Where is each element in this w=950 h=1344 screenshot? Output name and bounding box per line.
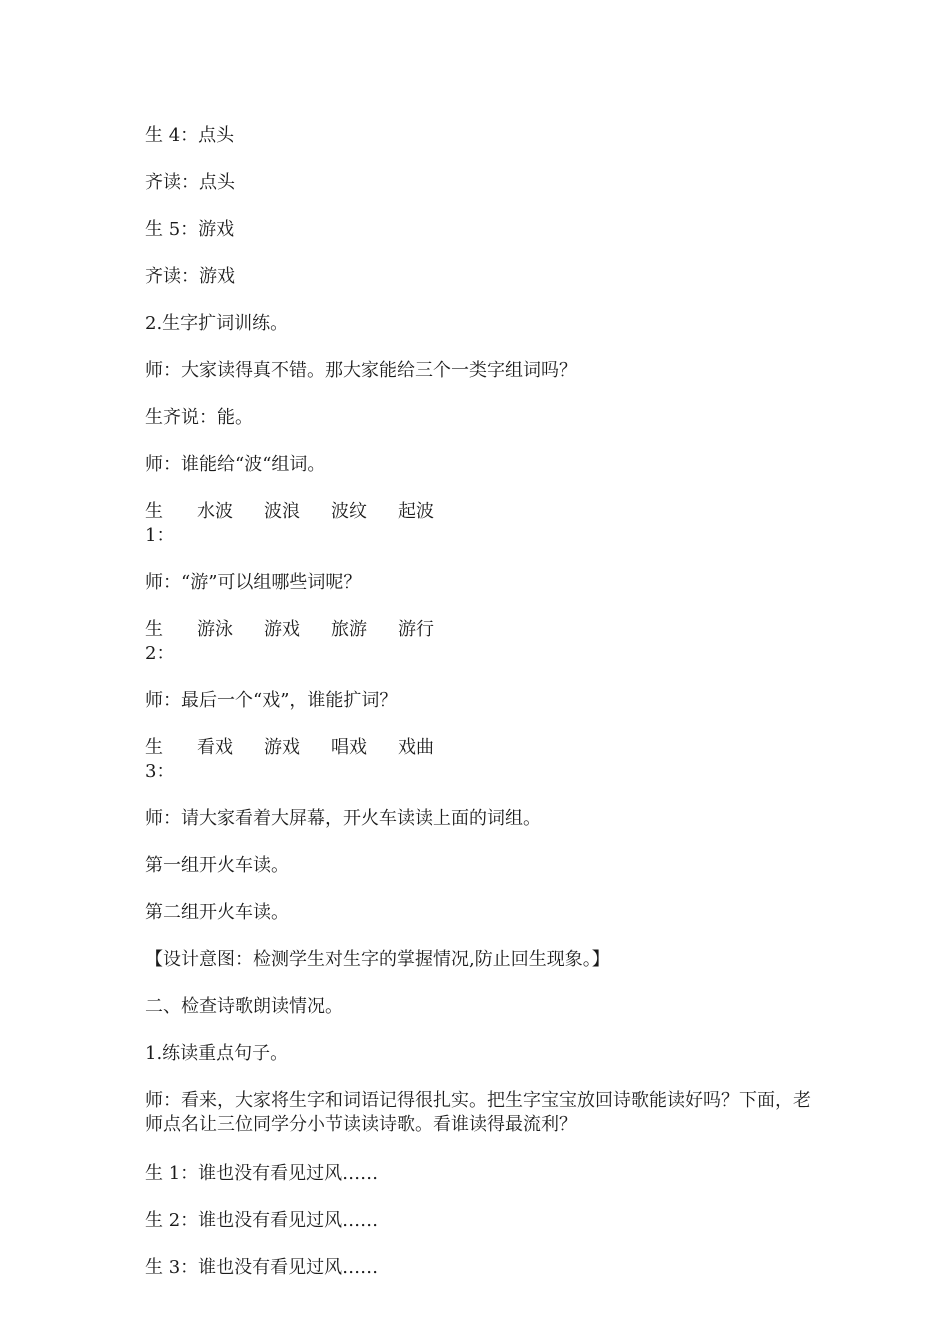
line-group-2: 第二组开火车读。 — [145, 902, 289, 923]
word-row-2 — [145, 618, 815, 666]
word-item: 旅游 — [331, 619, 367, 640]
line-student3-reading: 生 3：谁也没有看见过风…… — [145, 1257, 379, 1278]
word-item: 游戏 — [264, 737, 300, 758]
word-item: 戏曲 — [398, 737, 434, 758]
line-teacher-5: 师：请大家看着大屏幕，开火车读读上面的词组。 — [145, 808, 541, 829]
word-row-lead: 生 3： — [145, 737, 175, 782]
line-chorus-1: 齐读：点头 — [145, 172, 235, 193]
line-teacher-6: 师：看来，大家将生字和词语记得很扎实。把生字宝宝放回诗歌能读好吗？下面，老师点名让三位同学分小节读读诗歌。看谁读得最流利？ — [145, 1090, 811, 1135]
word-item: 游行 — [398, 619, 434, 640]
subsection-heading-1: 1.练读重点句子。 — [145, 1043, 289, 1064]
line-student2-reading: 生 2：谁也没有看见过风…… — [145, 1210, 379, 1231]
document-page — [145, 124, 815, 1303]
word-item: 游戏 — [264, 619, 300, 640]
line-teacher-2: 师：谁能给“波“组词。 — [145, 454, 326, 475]
word-row-1 — [145, 500, 815, 548]
word-item: 唱戏 — [331, 737, 367, 758]
line-group-1: 第一组开火车读。 — [145, 855, 289, 876]
line-chorus-2: 齐读：游戏 — [145, 266, 235, 287]
line-teacher-1: 师：大家读得真不错。那大家能给三个一类字组词吗？ — [145, 360, 577, 381]
word-row-3 — [145, 736, 815, 784]
word-item: 波浪 — [264, 501, 300, 522]
word-item: 水波 — [197, 501, 233, 522]
word-item: 波纹 — [331, 501, 367, 522]
word-item: 游泳 — [197, 619, 233, 640]
design-intent-note: 【设计意图：检测学生对生字的掌握情况,防止回生现象。】 — [145, 949, 610, 970]
section-heading-2: 2.生字扩词训练。 — [145, 313, 289, 334]
line-student1-reading: 生 1：谁也没有看见过风…… — [145, 1163, 379, 1184]
word-item: 起波 — [398, 501, 434, 522]
word-item: 看戏 — [197, 737, 233, 758]
line-student5: 生 5：游戏 — [145, 219, 235, 240]
line-class-reply: 生齐说：能。 — [145, 407, 253, 428]
section-heading-two: 二、检查诗歌朗读情况。 — [145, 996, 343, 1017]
line-student4: 生 4：点头 — [145, 125, 235, 146]
line-teacher-4: 师：最后一个“戏”，谁能扩词？ — [145, 690, 398, 711]
word-row-lead: 生 1： — [145, 501, 175, 546]
line-teacher-3: 师：“游”可以组哪些词呢？ — [145, 572, 362, 593]
word-row-lead: 生 2： — [145, 619, 175, 664]
